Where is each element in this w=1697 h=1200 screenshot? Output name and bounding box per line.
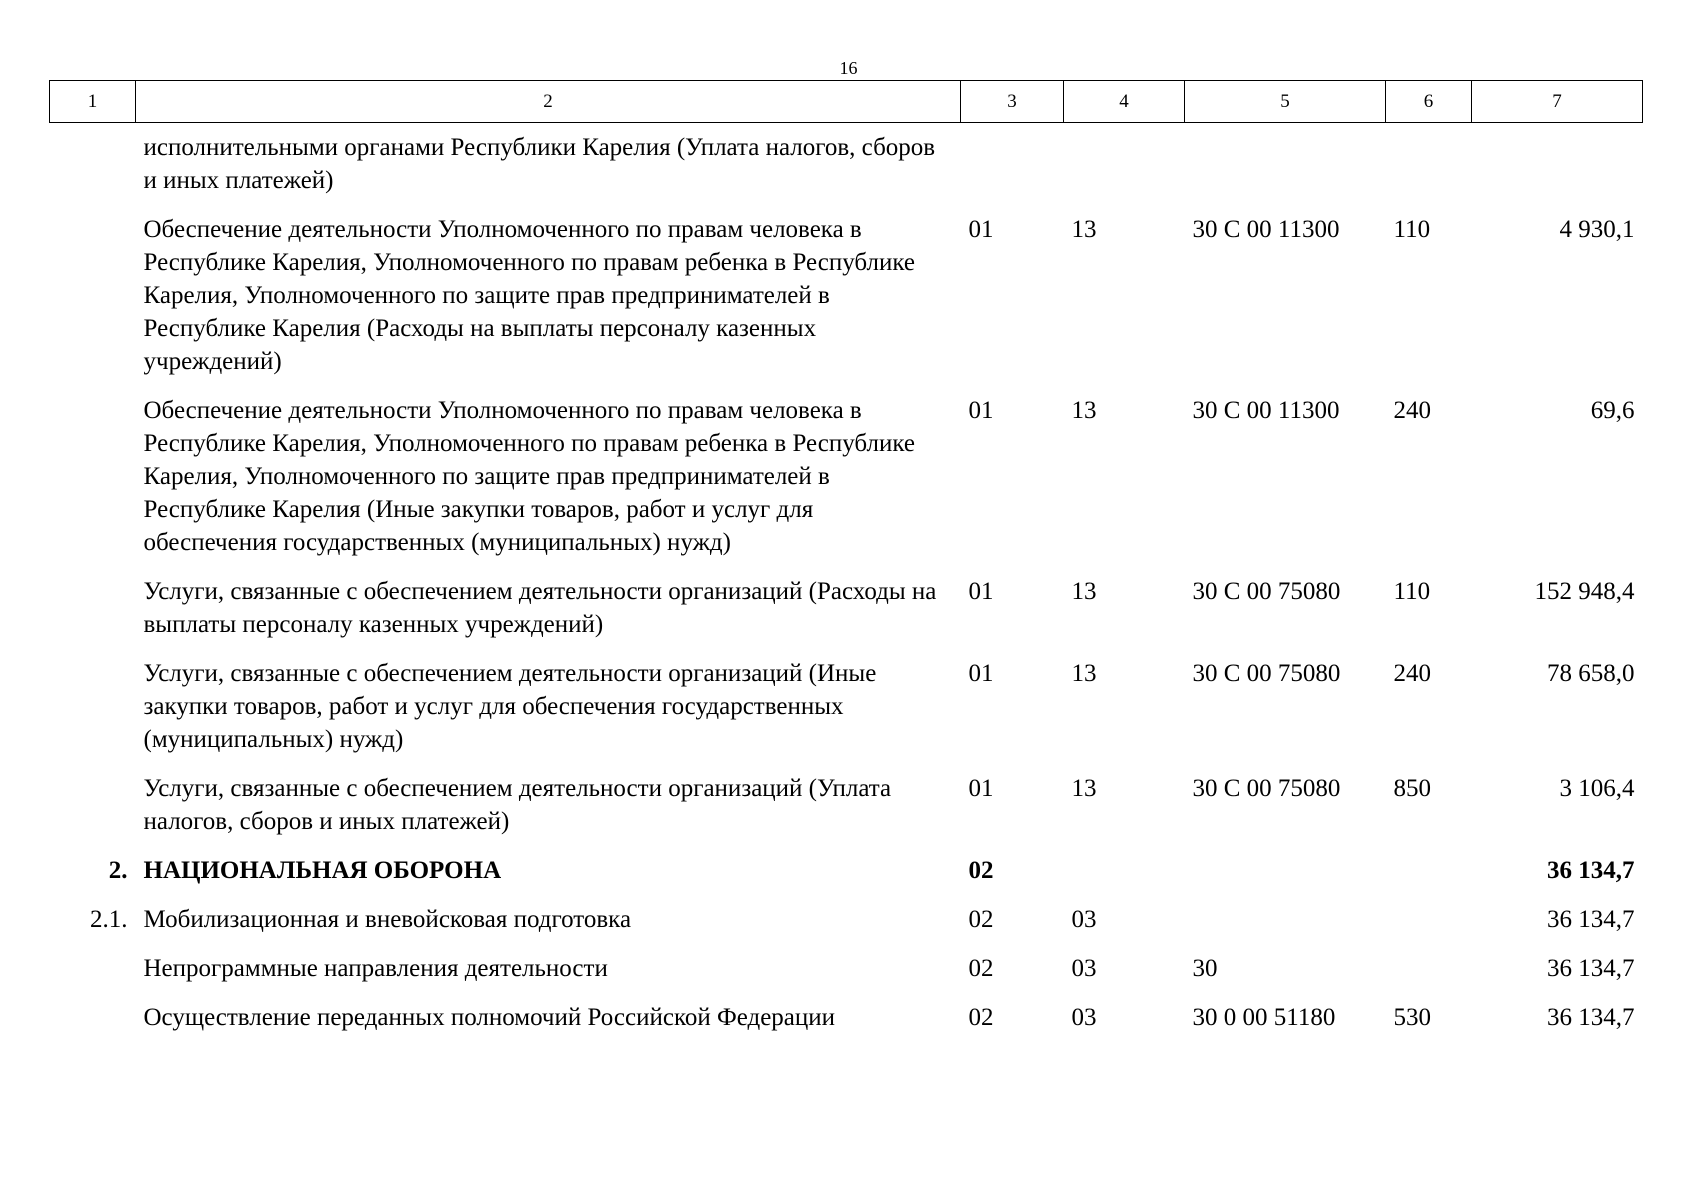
subsection-code: 13 [1071, 216, 1097, 243]
target-article-code: 30 С 00 11300 [1192, 397, 1340, 424]
target-article-code [1185, 903, 1386, 952]
expense-type-code: 240 [1393, 397, 1431, 424]
row-number [50, 575, 136, 657]
table-row [50, 394, 1643, 575]
amount: 36 134,7 [1547, 955, 1635, 982]
section-code: 02 [968, 1004, 994, 1031]
amount [1472, 123, 1643, 214]
table-row [50, 772, 1643, 854]
table-row [50, 854, 1643, 903]
page-number: 16 [839, 58, 858, 78]
expense-type-code: 110 [1393, 578, 1431, 605]
expense-type-code: 110 [1393, 216, 1431, 243]
row-number: 2. [108, 857, 128, 884]
target-article-code: 30 С 00 75080 [1192, 578, 1341, 605]
row-description: Осуществление переданных полномочий Российской Федерации [143, 1004, 836, 1031]
expense-type-code: 850 [1393, 775, 1431, 802]
target-article-code [1185, 123, 1386, 214]
row-description: Услуги, связанные с обеспечением деятельности организаций (Иные закупки товаров, работ и услуг для обеспечения государственных (муниципальных) нужд) [143, 660, 877, 753]
row-number: 2.1. [90, 906, 128, 933]
target-article-code: 30 С 00 75080 [1192, 660, 1341, 687]
row-number [50, 772, 136, 854]
row-number [50, 213, 136, 394]
subsection-code: 13 [1071, 578, 1097, 605]
subsection-code [1064, 123, 1185, 214]
row-number [50, 394, 136, 575]
row-description: Мобилизационная и вневойсковая подготовка [143, 906, 632, 933]
header-col-6: 6 [1386, 81, 1472, 123]
target-article-code: 30 С 00 75080 [1192, 775, 1341, 802]
target-article-code [1185, 854, 1386, 903]
table-row [50, 575, 1643, 657]
table-row [50, 1001, 1643, 1050]
table-row [50, 213, 1643, 394]
header-col-1: 1 [50, 81, 136, 123]
subsection-code: 03 [1071, 955, 1097, 982]
expense-type-code [1386, 903, 1472, 952]
header-col-2: 2 [136, 81, 961, 123]
expense-type-code [1386, 854, 1472, 903]
table-header [50, 81, 1643, 123]
section-code [961, 123, 1064, 214]
target-article-code: 30 [1192, 955, 1218, 982]
row-description: Услуги, связанные с обеспечением деятельности организаций (Уплата налогов, сборов и иных платежей) [143, 775, 892, 835]
row-number [50, 123, 136, 214]
target-article-code: 30 С 00 11300 [1192, 216, 1340, 243]
table-body [50, 123, 1643, 1051]
section-code: 02 [968, 955, 994, 982]
header-col-7: 7 [1472, 81, 1643, 123]
subsection-code: 03 [1071, 906, 1097, 933]
subsection-code: 13 [1071, 397, 1097, 424]
subsection-code: 13 [1071, 775, 1097, 802]
amount: 36 134,7 [1547, 906, 1635, 933]
section-code: 01 [968, 660, 994, 687]
expense-type-code: 530 [1393, 1004, 1431, 1031]
expense-type-code [1386, 123, 1472, 214]
amount: 152 948,4 [1534, 578, 1635, 605]
amount: 69,6 [1590, 397, 1635, 424]
target-article-code: 30 0 00 51180 [1192, 1004, 1336, 1031]
expense-type-code: 240 [1393, 660, 1431, 687]
table-row [50, 903, 1643, 952]
section-code: 01 [968, 775, 994, 802]
table-row [50, 952, 1643, 1001]
row-number [50, 1001, 136, 1050]
table-row [50, 123, 1643, 214]
row-number [50, 952, 136, 1001]
row-description: Непрограммные направления деятельности [143, 955, 608, 982]
section-code: 01 [968, 216, 994, 243]
expense-type-code [1386, 952, 1472, 1001]
subsection-code: 03 [1071, 1004, 1097, 1031]
row-description: исполнительными органами Республики Карелия (Уплата налогов, сборов и иных платежей) [143, 134, 936, 194]
budget-table [49, 80, 1643, 1050]
amount: 4 930,1 [1559, 216, 1635, 243]
header-col-5: 5 [1185, 81, 1386, 123]
section-code: 02 [968, 857, 994, 884]
subsection-code [1064, 854, 1185, 903]
amount: 36 134,7 [1547, 857, 1635, 884]
table-row [50, 657, 1643, 772]
subsection-code: 13 [1071, 660, 1097, 687]
section-code: 02 [968, 906, 994, 933]
row-description: Услуги, связанные с обеспечением деятельности организаций (Расходы на выплаты персоналу казенных учреждений) [143, 578, 937, 638]
amount: 36 134,7 [1547, 1004, 1635, 1031]
amount: 78 658,0 [1547, 660, 1635, 687]
header-row [50, 81, 1643, 123]
row-description: Обеспечение деятельности Уполномоченного по правам человека в Республике Карелия, Уполномоченного по правам ребенка в Республике Карелия, Уполномоченного по защите прав предпринимателей в Республике Карелия (Расходы на выплаты персоналу казенных учреждений) [143, 216, 915, 375]
section-code: 01 [968, 397, 994, 424]
section-code: 01 [968, 578, 994, 605]
header-col-4: 4 [1064, 81, 1185, 123]
row-description: НАЦИОНАЛЬНАЯ ОБОРОНА [143, 857, 502, 884]
amount: 3 106,4 [1559, 775, 1635, 802]
row-number [50, 657, 136, 772]
header-col-3: 3 [961, 81, 1064, 123]
row-description: Обеспечение деятельности Уполномоченного по правам человека в Республике Карелия, Уполномоченного по правам ребенка в Республике Карелия, Уполномоченного по защите прав предпринимателей в Республике Карелия (Иные закупки товаров, работ и услуг для обеспечения государственных (муниципальных) нужд) [143, 397, 915, 556]
